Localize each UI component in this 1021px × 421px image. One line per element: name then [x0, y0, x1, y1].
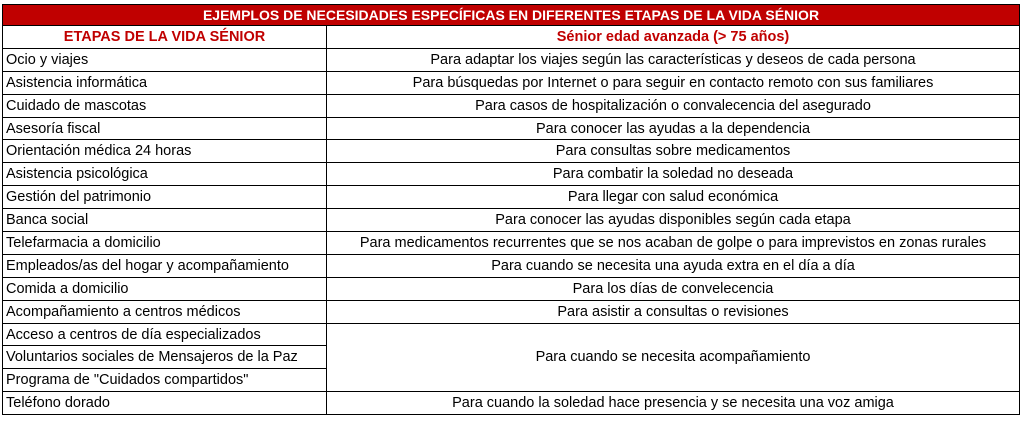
table-row	[3, 277, 1020, 300]
description-cell: Para cuando se necesita una ayuda extra en el día a día	[327, 254, 1020, 277]
description-cell: Para asistir a consultas o revisiones	[327, 300, 1020, 323]
title-row	[3, 5, 1020, 26]
stage-cell: Teléfono dorado	[3, 392, 327, 415]
description-cell: Para conocer las ayudas a la dependencia	[327, 117, 1020, 140]
table-row	[3, 254, 1020, 277]
stage-cell: Cuidado de mascotas	[3, 94, 327, 117]
stage-cell: Banca social	[3, 209, 327, 232]
stage-cell: Programa de "Cuidados compartidos"	[3, 369, 327, 392]
description-cell: Para búsquedas por Internet o para seguir en contacto remoto con sus familiares	[327, 71, 1020, 94]
table-row	[3, 323, 1020, 346]
stage-cell: Comida a domicilio	[3, 277, 327, 300]
description-cell: Para cuando la soledad hace presencia y se necesita una voz amiga	[327, 392, 1020, 415]
needs-table	[2, 4, 1020, 415]
stage-cell: Acompañamiento a centros médicos	[3, 300, 327, 323]
header-row	[3, 26, 1020, 49]
description-cell: Para medicamentos recurrentes que se nos acaban de golpe o para imprevistos en zonas rurales	[327, 232, 1020, 255]
description-cell: Para los días de convelecencia	[327, 277, 1020, 300]
table-row	[3, 232, 1020, 255]
stage-cell: Ocio y viajes	[3, 48, 327, 71]
stage-cell: Acceso a centros de día especializados	[3, 323, 327, 346]
stage-cell: Asistencia informática	[3, 71, 327, 94]
merged-description-cell: Para cuando se necesita acompañamiento	[327, 323, 1020, 392]
description-cell: Para combatir la soledad no deseada	[327, 163, 1020, 186]
table-row	[3, 94, 1020, 117]
stage-cell: Asistencia psicológica	[3, 163, 327, 186]
table-row	[3, 117, 1020, 140]
stage-cell: Asesoría fiscal	[3, 117, 327, 140]
stage-cell: Orientación médica 24 horas	[3, 140, 327, 163]
table-row	[3, 186, 1020, 209]
description-cell: Para adaptar los viajes según las características y deseos de cada persona	[327, 48, 1020, 71]
column-header-stages: ETAPAS DE LA VIDA SÉNIOR	[3, 26, 327, 49]
description-cell: Para conocer las ayudas disponibles según cada etapa	[327, 209, 1020, 232]
table-row	[3, 300, 1020, 323]
table-row	[3, 209, 1020, 232]
table-title: EJEMPLOS DE NECESIDADES ESPECÍFICAS EN DIFERENTES ETAPAS DE LA VIDA SÉNIOR	[3, 5, 1020, 26]
description-cell: Para casos de hospitalización o convalecencia del asegurado	[327, 94, 1020, 117]
table-row	[3, 392, 1020, 415]
table-row	[3, 71, 1020, 94]
description-cell: Para consultas sobre medicamentos	[327, 140, 1020, 163]
column-header-senior: Sénior edad avanzada (> 75 años)	[327, 26, 1020, 49]
spreadsheet-table-container	[2, 4, 1020, 415]
stage-cell: Telefarmacia a domicilio	[3, 232, 327, 255]
description-cell: Para llegar con salud económica	[327, 186, 1020, 209]
stage-cell: Voluntarios sociales de Mensajeros de la Paz	[3, 346, 327, 369]
table-row	[3, 48, 1020, 71]
stage-cell: Empleados/as del hogar y acompañamiento	[3, 254, 327, 277]
table-row	[3, 140, 1020, 163]
table-row	[3, 163, 1020, 186]
stage-cell: Gestión del patrimonio	[3, 186, 327, 209]
